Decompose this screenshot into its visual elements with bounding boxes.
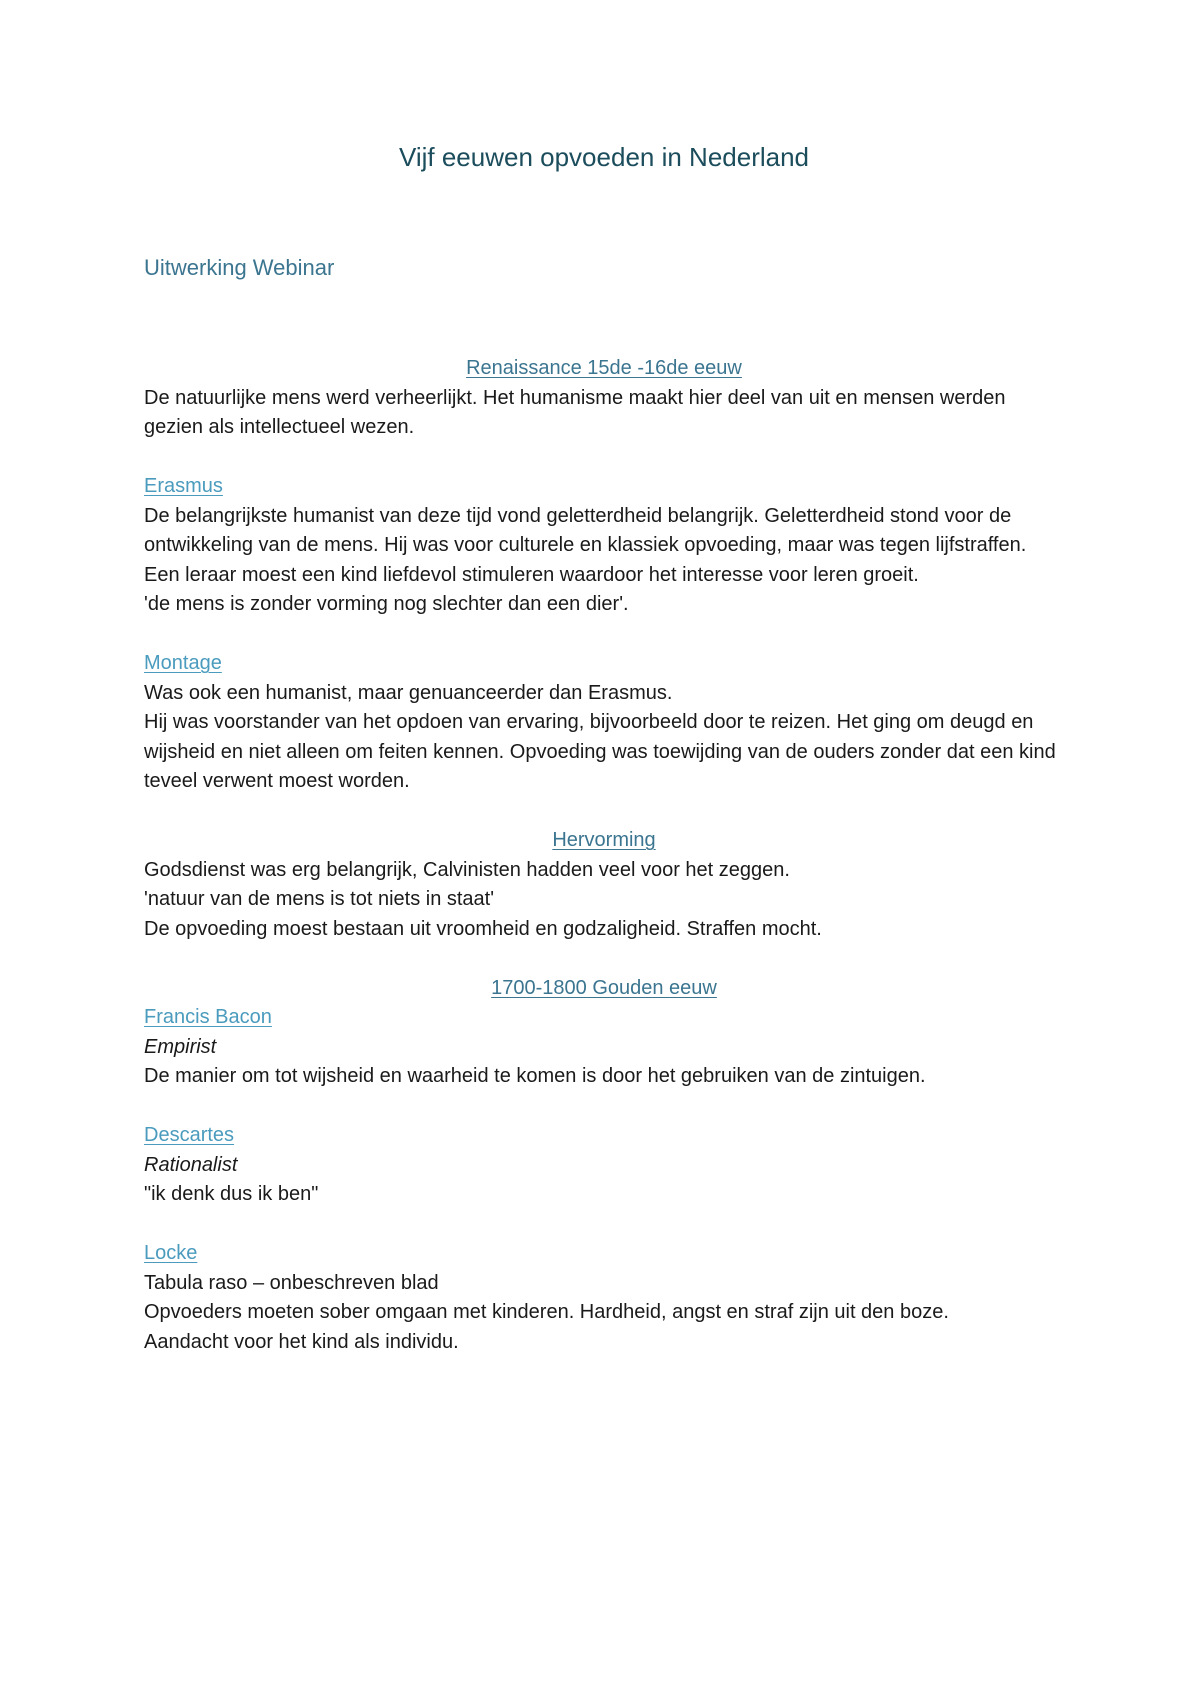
spacer bbox=[144, 1092, 1064, 1122]
role-label: Rationalist bbox=[144, 1153, 238, 1176]
person-heading-bacon: Francis Bacon bbox=[144, 1006, 272, 1028]
page-title: Vijf eeuwen opvoeden in Nederland bbox=[398, 142, 810, 172]
section-heading-hervorming: Hervorming bbox=[552, 829, 656, 851]
paragraph: Was ook een humanist, maar genuanceerder dan Erasmus. bbox=[144, 681, 673, 704]
person-heading-locke: Locke bbox=[144, 1242, 198, 1264]
quote: "ik denk dus ik ben" bbox=[144, 1183, 319, 1205]
page-subtitle: Uitwerking Webinar bbox=[144, 255, 335, 280]
spacer bbox=[144, 944, 1064, 974]
spacer bbox=[144, 797, 1064, 827]
person-heading-montage: Montage bbox=[144, 652, 222, 674]
document-page bbox=[144, 0, 1064, 1698]
person-heading-erasmus: Erasmus bbox=[144, 475, 223, 497]
spacer bbox=[144, 620, 1064, 650]
paragraph: Godsdienst was erg belangrijk, Calvinisten hadden veel voor het zeggen. bbox=[144, 858, 790, 881]
paragraph: De natuurlijke mens werd verheerlijkt. Het humanisme maakt hier deel van uit en mensen werden gezien als intellectueel wezen. bbox=[144, 386, 1006, 438]
paragraph: De belangrijkste humanist van deze tijd vond geletterdheid belangrijk. Geletterdheid stond voor de ontwikkeling van de mens. Hij was voor culturele en klassiek opvoeding, maar was tegen lijfstraffen. bbox=[144, 504, 1027, 556]
paragraph: De manier om tot wijsheid en waarheid te komen is door het gebruiken van de zintuigen. bbox=[144, 1065, 926, 1087]
paragraph: Tabula raso – onbeschreven blad bbox=[144, 1271, 439, 1294]
document-body bbox=[144, 354, 1064, 1357]
paragraph: De opvoeding moest bestaan uit vroomheid en godzaligheid. Straffen mocht. bbox=[144, 917, 822, 940]
person-heading-descartes: Descartes bbox=[144, 1124, 235, 1146]
section-heading-renaissance: Renaissance 15de -16de eeuw bbox=[466, 357, 742, 379]
paragraph: Aandacht voor het kind als individu. bbox=[144, 1330, 459, 1353]
quote: 'de mens is zonder vorming nog slechter dan een dier'. bbox=[144, 593, 629, 615]
spacer bbox=[144, 443, 1064, 473]
paragraph: Een leraar moest een kind liefdevol stimuleren waardoor het interesse voor leren groeit. bbox=[144, 563, 919, 586]
paragraph: Opvoeders moeten sober omgaan met kinderen. Hardheid, angst en straf zijn uit den boze. bbox=[144, 1301, 949, 1323]
quote: 'natuur van de mens is tot niets in staat' bbox=[144, 888, 495, 910]
role-label: Empirist bbox=[144, 1035, 217, 1058]
spacer bbox=[144, 1210, 1064, 1240]
paragraph: Hij was voorstander van het opdoen van ervaring, bijvoorbeeld door te reizen. Het ging om deugd en wijsheid en niet alleen om feiten kennen. Opvoeding was toewijding van de ouders zonder dat een kind teveel verwent moest worden. bbox=[144, 711, 1056, 792]
section-heading-gouden-eeuw: 1700-1800 Gouden eeuw bbox=[491, 976, 717, 999]
